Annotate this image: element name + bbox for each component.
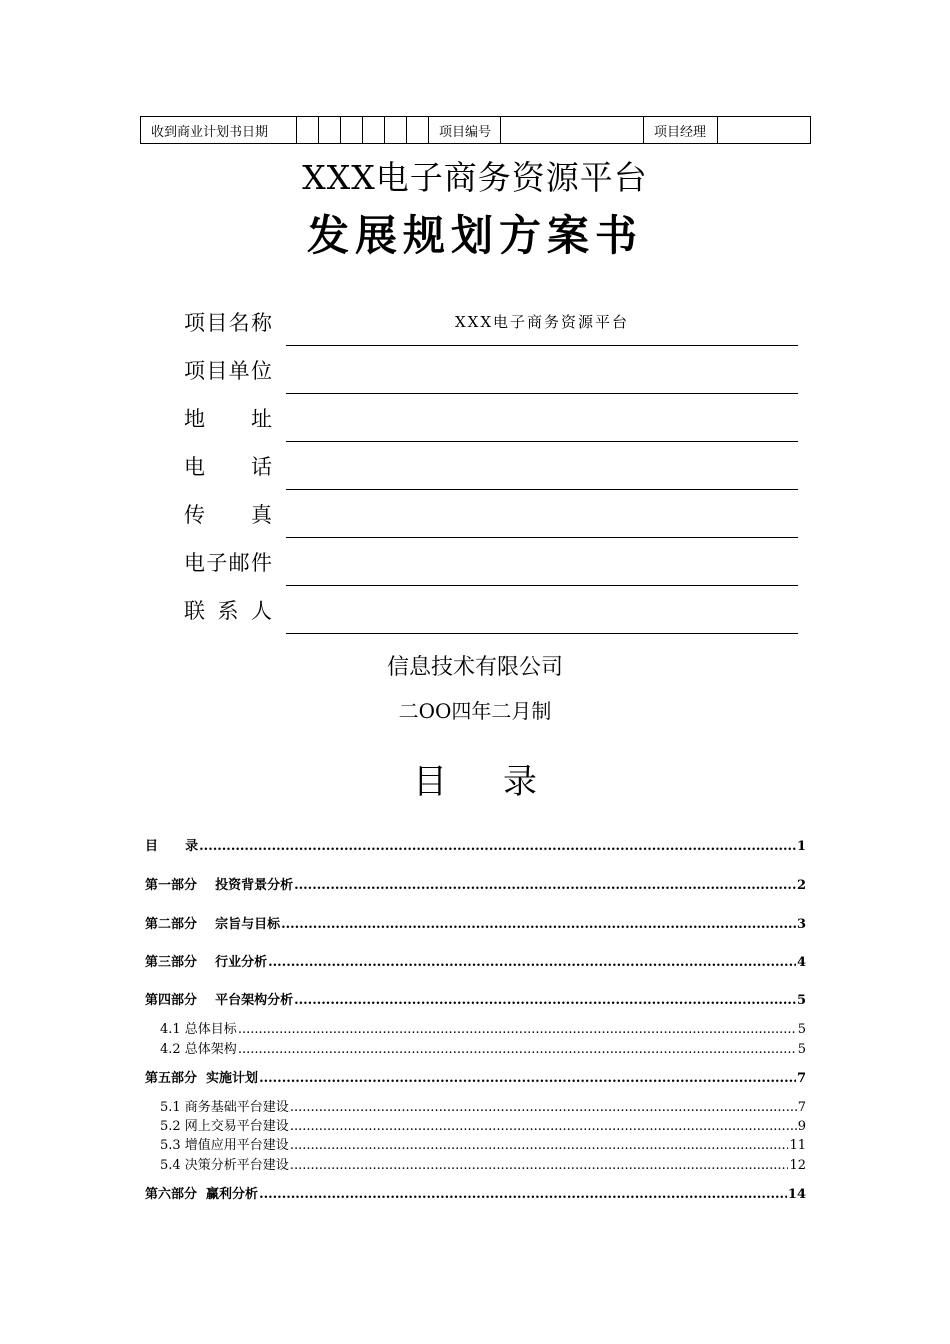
document-title: XXX电子商务资源平台 bbox=[302, 158, 648, 197]
receipt-info-table bbox=[140, 116, 811, 144]
field-underline bbox=[286, 633, 798, 634]
project-number-label: 项目编号 bbox=[429, 117, 501, 144]
toc-entry-label: 4.2 总体架构 bbox=[160, 1042, 237, 1057]
toc-entry-label: 第二部分 宗旨与目标 bbox=[145, 917, 281, 932]
project-number-value bbox=[501, 117, 644, 144]
toc-entry-page: 9 bbox=[797, 1119, 806, 1134]
toc-entry-label: 4.1 总体目标 bbox=[160, 1022, 237, 1037]
document-subtitle: 发展规划方案书 bbox=[306, 211, 643, 260]
toc-entry-page: 1 bbox=[796, 839, 806, 854]
field-project-name bbox=[184, 298, 798, 346]
toc-entry-label: 5.4 决策分析平台建设 bbox=[160, 1158, 289, 1173]
toc-heading bbox=[0, 760, 950, 804]
toc-entry[interactable] bbox=[160, 1038, 806, 1057]
project-info-form bbox=[184, 298, 798, 634]
toc-entry[interactable] bbox=[145, 1183, 806, 1202]
toc-entry[interactable] bbox=[160, 1096, 806, 1115]
toc-entry[interactable] bbox=[160, 1018, 806, 1037]
toc-entry-page: 5 bbox=[797, 1042, 806, 1057]
company-name: 信息技术有限公司 bbox=[386, 655, 563, 680]
toc-entry-label: 目 录 bbox=[145, 839, 199, 854]
date-box bbox=[297, 117, 319, 144]
date-box bbox=[363, 117, 385, 144]
field-phone bbox=[184, 442, 798, 490]
date-box bbox=[319, 117, 341, 144]
toc-entry-label: 第三部分 行业分析 bbox=[145, 955, 268, 970]
toc-entry-label: 5.3 增值应用平台建设 bbox=[160, 1138, 289, 1153]
toc-entry-page: 2 bbox=[796, 878, 806, 893]
field-project-unit bbox=[184, 346, 798, 394]
toc-entry[interactable] bbox=[160, 1134, 806, 1153]
project-manager-value bbox=[718, 117, 811, 144]
field-contact bbox=[184, 586, 798, 634]
toc-entry-page: 11 bbox=[789, 1138, 806, 1153]
received-date-label: 收到商业计划书日期 bbox=[141, 117, 297, 144]
toc-heading-char: 录 bbox=[503, 762, 537, 802]
date-box bbox=[385, 117, 407, 144]
toc-entry-label: 5.1 商务基础平台建设 bbox=[160, 1100, 289, 1115]
project-manager-label: 项目经理 bbox=[644, 117, 718, 144]
toc-entry-label: 第五部分 实施计划 bbox=[145, 1071, 259, 1086]
toc-entry[interactable] bbox=[160, 1154, 806, 1173]
toc-heading-char: 目 bbox=[413, 762, 447, 802]
toc-entry-page: 12 bbox=[789, 1158, 806, 1173]
date-box bbox=[407, 117, 429, 144]
toc-entry-label: 第一部分 投资背景分析 bbox=[145, 878, 294, 893]
toc-entry-page: 7 bbox=[796, 1071, 806, 1086]
toc-entry-label: 第四部分 平台架构分析 bbox=[145, 993, 294, 1008]
toc-entry[interactable] bbox=[160, 1115, 806, 1134]
toc-entry[interactable] bbox=[145, 835, 806, 854]
toc-entry[interactable] bbox=[145, 989, 806, 1008]
field-label: 传 真 bbox=[184, 503, 272, 527]
toc-entry-page: 7 bbox=[797, 1100, 806, 1115]
field-label: 项目名称 bbox=[184, 311, 272, 335]
toc-entry-page: 5 bbox=[797, 1022, 806, 1037]
toc-entry[interactable] bbox=[145, 1067, 806, 1086]
field-address bbox=[184, 394, 798, 442]
toc-entry[interactable] bbox=[145, 874, 806, 893]
field-label: 联 系 人 bbox=[184, 599, 272, 623]
field-email bbox=[184, 538, 798, 586]
toc-entry-page: 4 bbox=[796, 955, 806, 970]
toc-entry-page: 5 bbox=[796, 993, 806, 1008]
toc-entry-label: 5.2 网上交易平台建设 bbox=[160, 1119, 289, 1134]
field-label: 电子邮件 bbox=[184, 551, 272, 575]
field-fax bbox=[184, 490, 798, 538]
field-label: 电 话 bbox=[184, 455, 272, 479]
toc-entry[interactable] bbox=[145, 951, 806, 970]
toc-entry-label: 第六部分 赢利分析 bbox=[145, 1187, 259, 1202]
date-box bbox=[341, 117, 363, 144]
field-label: 地 址 bbox=[184, 407, 272, 431]
toc-entry[interactable] bbox=[145, 913, 806, 932]
field-value: XXX电子商务资源平台 bbox=[454, 313, 630, 331]
toc-entry-page: 14 bbox=[787, 1187, 806, 1202]
field-label: 项目单位 bbox=[184, 359, 272, 383]
issue-date: 二OO四年二月制 bbox=[398, 699, 552, 723]
toc-entry-page: 3 bbox=[796, 917, 806, 932]
